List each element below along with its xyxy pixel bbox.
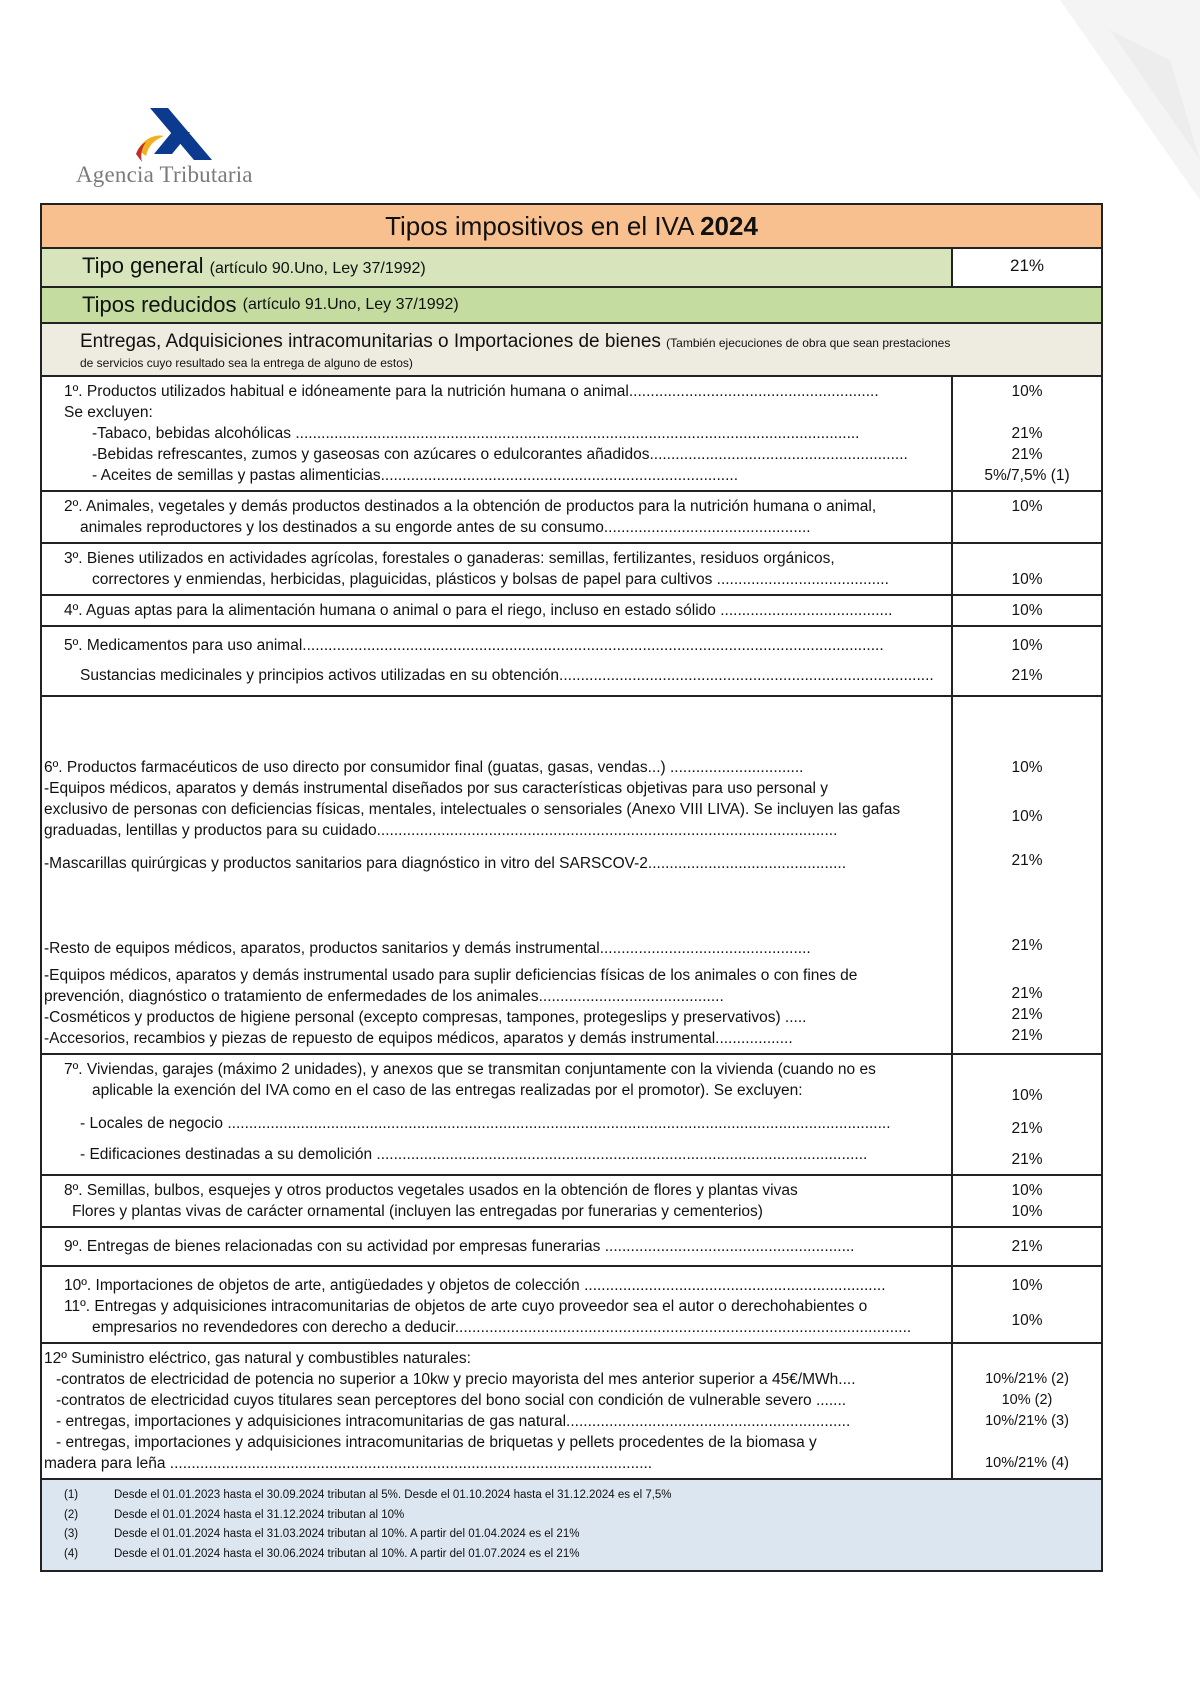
s6-line: -Resto de equipos médicos, aparatos, productos sanitarios y demás instrumental................................................. bbox=[44, 940, 811, 957]
s9-rate: 21% bbox=[1011, 1238, 1043, 1255]
s5-rate: 21% bbox=[1011, 667, 1043, 684]
section-3 bbox=[42, 544, 1101, 596]
general-label: Tipo general bbox=[82, 253, 204, 278]
s9-line: 9º. Entregas de bienes relacionadas con su actividad por empresas funerarias .......................................................... bbox=[64, 1238, 855, 1255]
section-5 bbox=[42, 627, 1101, 697]
s10-line: empresarios no revendedores con derecho a deducir.......................................................................................................... bbox=[92, 1319, 912, 1336]
section-4 bbox=[42, 596, 1101, 627]
s6-line: prevención, diagnóstico o tratamiento de enfermedades de los animales........................................... bbox=[44, 988, 724, 1005]
footnote bbox=[64, 1486, 1101, 1506]
s1-line: 1º. Productos utilizados habitual e idóneamente para la nutrición humana o animal.......................................................... bbox=[64, 383, 879, 400]
s7-line: 7º. Viviendas, garajes (máximo 2 unidades), y anexos que se transmitan conjuntamente con la vivienda (cuando no es bbox=[64, 1061, 876, 1078]
vat-rates-table bbox=[40, 203, 1103, 1572]
reduced-label: Tipos reducidos bbox=[82, 292, 237, 317]
page-title bbox=[42, 205, 1101, 249]
s6-line: -Accesorios, recambios y piezas de repuesto de equipos médicos, aparatos y demás instrumental.................. bbox=[44, 1030, 793, 1047]
s6-rate: 21% bbox=[1011, 937, 1043, 954]
section-6 bbox=[42, 697, 1101, 1055]
s7-rate: 10% bbox=[1011, 1087, 1043, 1104]
s6-rate: 21% bbox=[1011, 1027, 1043, 1044]
s1-line: Se excluyen: bbox=[64, 404, 153, 421]
s1-rate: 21% bbox=[1011, 446, 1043, 463]
s6-rate: 21% bbox=[1011, 1006, 1043, 1023]
s10-rate: 10% bbox=[1011, 1277, 1043, 1294]
s12-line: -contratos de electricidad de potencia no superior a 10kw y precio mayorista del mes anterior superior a 45€/MWh.... bbox=[56, 1371, 856, 1388]
s12-line: madera para leña ................................................................................................................ bbox=[44, 1455, 653, 1472]
section-10-11 bbox=[42, 1267, 1101, 1344]
s3-rate: 10% bbox=[1011, 571, 1043, 588]
footnote-text: Desde el 01.01.2023 hasta el 30.09.2024 tributan al 5%. Desde el 01.10.2024 hasta el 31.12.2024 es el 7,5% bbox=[114, 1489, 672, 1501]
s8-line: 8º. Semillas, bulbos, esquejes y otros productos vegetales usados en la obtención de flores y plantas vivas bbox=[64, 1182, 798, 1199]
s5-rate: 10% bbox=[1011, 637, 1043, 654]
s6-line: -Cosméticos y productos de higiene personal (excepto compresas, tampones, protegeslips y preservativos) ..... bbox=[44, 1009, 807, 1026]
s6-line: exclusivo de personas con deficiencias físicas, mentales, intelectuales o sensoriales (Anexo VIII LIVA). Se incluyen las gafas bbox=[44, 801, 901, 818]
footnote-number: (1) bbox=[64, 1489, 79, 1501]
s5-line: Sustancias medicinales y principios activos utilizadas en su obtención....................................................................................... bbox=[80, 667, 934, 684]
s8-rate: 10% bbox=[1011, 1203, 1043, 1220]
s5-line: 5º. Medicamentos para uso animal....................................................................................................................................... bbox=[64, 637, 884, 654]
footnote bbox=[64, 1545, 1101, 1565]
general-rate-row bbox=[42, 249, 1101, 288]
footnote bbox=[64, 1506, 1101, 1526]
section-2 bbox=[42, 492, 1101, 544]
s7-line: - Edificaciones destinadas a su demolición .................................................................................................................. bbox=[80, 1146, 868, 1163]
s7-rate: 21% bbox=[1011, 1120, 1043, 1137]
s6-rate: 21% bbox=[1011, 852, 1043, 869]
corner-decoration bbox=[940, 0, 1200, 220]
footnotes bbox=[42, 1480, 1101, 1570]
s12-line: 12º Suministro eléctrico, gas natural y combustibles naturales: bbox=[44, 1350, 471, 1367]
footnote-number: (4) bbox=[64, 1547, 79, 1560]
s12-rate: 10%/21% (4) bbox=[985, 1455, 1069, 1471]
section-8 bbox=[42, 1176, 1101, 1228]
general-rate: 21% bbox=[1009, 256, 1045, 275]
s6-line: -Equipos médicos, aparatos y demás instrumental usado para suplir deficiencias físicas de los animales o con fines de bbox=[44, 967, 858, 984]
s4-line: 4º. Aguas aptas para la alimentación humana o animal o para el riego, incluso en estado sólido ........................................ bbox=[64, 602, 893, 619]
deliveries-note-2: de servicios cuyo resultado sea la entrega de alguno de estos) bbox=[80, 356, 413, 370]
section-9 bbox=[42, 1228, 1101, 1267]
deliveries-header bbox=[42, 324, 1101, 377]
s1-rate: 10% bbox=[1011, 383, 1043, 400]
s8-rate: 10% bbox=[1011, 1182, 1043, 1199]
reduced-ref: (artículo 91.Uno, Ley 37/1992) bbox=[242, 296, 459, 313]
s6-line: graduadas, lentillas y productos para su cuidado........................................................................................................... bbox=[44, 822, 838, 839]
s1-line: - Aceites de semillas y pastas alimenticias................................................................................... bbox=[92, 467, 739, 484]
section-12 bbox=[42, 1344, 1101, 1480]
s12-line: - entregas, importaciones y adquisiciones intracomunitarias de gas natural.................................................................. bbox=[56, 1413, 851, 1430]
footnote-number: (3) bbox=[64, 1528, 79, 1540]
s7-line: - Locales de negocio .......................................................................................................................................................... bbox=[80, 1115, 891, 1132]
s1-rate: 5%/7,5% (1) bbox=[984, 467, 1070, 484]
general-ref: (artículo 90.Uno, Ley 37/1992) bbox=[209, 260, 426, 277]
s12-rate: 10% (2) bbox=[1001, 1392, 1053, 1408]
s1-rate: 21% bbox=[1011, 425, 1043, 442]
footnote-number: (2) bbox=[64, 1508, 79, 1521]
s1-line: -Tabaco, bebidas alcohólicas ................................................................................................................................... bbox=[92, 425, 860, 442]
s3-line: correctores y enmiendas, herbicidas, plaguicidas, plásticos y bolsas de papel para cultivos ........................................ bbox=[92, 571, 889, 588]
s6-line: -Mascarillas quirúrgicas y productos sanitarios para diagnóstico in vitro del SARSCOV-2.............................................. bbox=[44, 855, 846, 872]
s10-line: 10º. Importaciones de objetos de arte, antigüedades y objetos de colección ...................................................................... bbox=[64, 1277, 886, 1294]
s6-line: 6º. Productos farmacéuticos de uso directo por consumidor final (guatas, gasas, vendas...) ............................... bbox=[44, 759, 804, 776]
s6-line: -Equipos médicos, aparatos y demás instrumental diseñados por sus características objetivas para uso personal y bbox=[44, 780, 829, 797]
s12-rate: 10%/21% (3) bbox=[985, 1413, 1069, 1429]
title-year: 2024 bbox=[700, 211, 758, 241]
s12-line: -contratos de electricidad cuyos titulares sean perceptores del bono social con condición de vulnerable severo ....... bbox=[56, 1392, 847, 1409]
s6-rate: 21% bbox=[1011, 985, 1043, 1002]
s4-rate: 10% bbox=[1011, 602, 1043, 619]
footnote-text: Desde el 01.01.2024 hasta el 31.12.2024 tributan al 10% bbox=[114, 1508, 405, 1521]
s7-rate: 21% bbox=[1011, 1151, 1043, 1168]
s2-line: animales reproductores y los destinados a su engorde antes de su consumo................................................ bbox=[80, 519, 811, 536]
s1-line: -Bebidas refrescantes, zumos y gaseosas con azúcares o edulcorantes añadidos............................................................ bbox=[92, 446, 908, 463]
s12-line: - entregas, importaciones y adquisiciones intracomunitarias de briquetas y pellets procedentes de la biomasa y bbox=[56, 1434, 817, 1451]
s8-line: Flores y plantas vivas de carácter ornamental (incluyen las entregadas por funerarias y cementerios) bbox=[72, 1203, 763, 1220]
s12-rate: 10%/21% (2) bbox=[985, 1371, 1069, 1387]
deliveries-label: Entregas, Adquisiciones intracomunitarias o Importaciones de bienes bbox=[80, 331, 661, 352]
title-text: Tipos impositivos en el IVA bbox=[385, 211, 701, 241]
footnote-text: Desde el 01.01.2024 hasta el 31.03.2024 tributan al 10%. A partir del 01.04.2024 es el 21% bbox=[114, 1528, 580, 1540]
s10-rate: 10% bbox=[1011, 1312, 1043, 1329]
section-7 bbox=[42, 1055, 1101, 1176]
section-1 bbox=[42, 377, 1101, 492]
s10-line: 11º. Entregas y adquisiciones intracomunitarias de objetos de arte cuyo proveedor sea el autor o derechohabientes o bbox=[64, 1298, 868, 1315]
s7-line: aplicable la exención del IVA como en el caso de las entregas realizadas por el promotor). Se excluyen: bbox=[92, 1082, 803, 1099]
brand-name: Agencia Tributaria bbox=[76, 162, 253, 187]
s6-rate: 10% bbox=[1011, 808, 1043, 825]
s2-rate: 10% bbox=[1011, 498, 1043, 515]
s3-line: 3º. Bienes utilizados en actividades agrícolas, forestales o ganaderas: semillas, fertilizantes, residuos orgánicos, bbox=[64, 550, 835, 567]
footnote bbox=[64, 1525, 1101, 1545]
deliveries-note: (También ejecuciones de obra que sean prestaciones bbox=[666, 336, 951, 350]
reduced-rates-header bbox=[42, 288, 1101, 324]
s6-rate: 10% bbox=[1011, 759, 1043, 776]
footnote-text: Desde el 01.01.2024 hasta el 30.06.2024 tributan al 10%. A partir del 01.07.2024 es el 21% bbox=[114, 1547, 580, 1560]
s2-line: 2º. Animales, vegetales y demás productos destinados a la obtención de productos para la nutrición humana o animal, bbox=[64, 498, 877, 515]
